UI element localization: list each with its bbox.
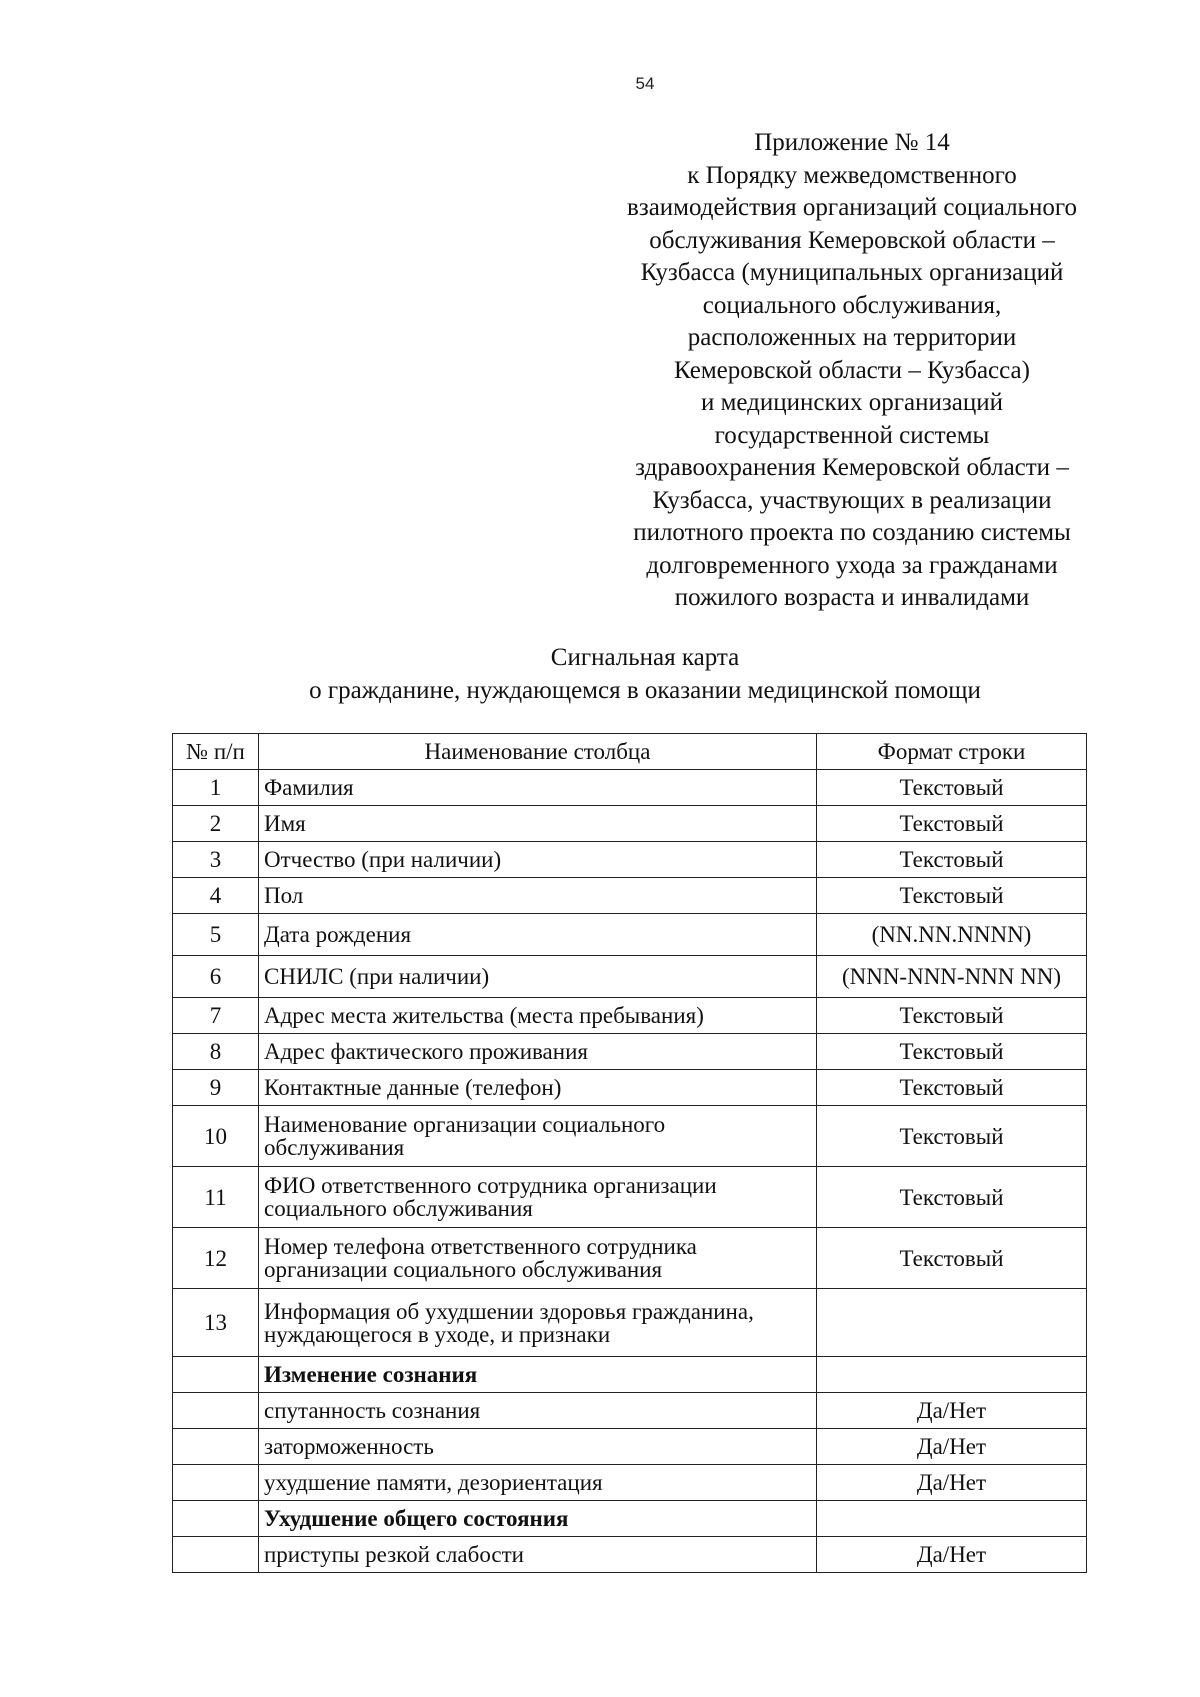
title-line-2: о гражданине, нуждающемся в оказании медицинской помощи	[309, 677, 981, 704]
row-number: 4	[173, 878, 259, 914]
row-name: Адрес места жительства (места пребывания)	[259, 998, 817, 1034]
row-format: Текстовый	[817, 878, 1087, 914]
table-row	[173, 806, 1087, 842]
header-format: Формат строки	[817, 734, 1087, 770]
table-row	[173, 1393, 1087, 1429]
page-number: 54	[635, 74, 655, 93]
row-format: Текстовый	[817, 770, 1087, 806]
row-name: приступы резкой слабости	[259, 1537, 817, 1573]
row-format: (NN.NN.NNNN)	[817, 914, 1087, 956]
row-format: Текстовый	[817, 1070, 1087, 1106]
row-name: Дата рождения	[259, 914, 817, 956]
signal-card-table	[172, 733, 1087, 1573]
table-row	[173, 1167, 1087, 1228]
row-format	[817, 1501, 1087, 1537]
table-row	[173, 1070, 1087, 1106]
document-title	[0, 641, 1200, 707]
table-row	[173, 1034, 1087, 1070]
row-name: Пол	[259, 878, 817, 914]
appendix-line: расположенных на территории	[687, 324, 1017, 351]
header-number: № п/п	[173, 734, 259, 770]
appendix-line: к Порядку межведомственного	[687, 161, 1017, 189]
appendix-line: пожилого возраста и инвалидами	[674, 584, 1030, 611]
table-row	[173, 1228, 1087, 1289]
row-name: спутанность сознания	[259, 1393, 817, 1429]
row-number: 10	[173, 1106, 259, 1167]
row-format	[817, 1289, 1087, 1357]
row-format: Да/Нет	[817, 1537, 1087, 1573]
row-name: ФИО ответственного сотрудника организации социального обслуживания	[259, 1167, 817, 1228]
row-name: Отчество (при наличии)	[259, 842, 817, 878]
section-row	[173, 1501, 1087, 1537]
appendix-line: Кузбасса, участвующих в реализации	[652, 486, 1052, 514]
appendix-line: пилотного проекта по созданию системы	[633, 519, 1071, 546]
appendix-line: социального обслуживания,	[702, 291, 1002, 319]
row-name: Адрес фактического проживания	[259, 1034, 817, 1070]
row-name: Контактные данные (телефон)	[259, 1070, 817, 1106]
row-number: 6	[173, 956, 259, 998]
row-number: 2	[173, 806, 259, 842]
row-number	[173, 1537, 259, 1573]
row-name: Наименование организации социального обслуживания	[259, 1106, 817, 1167]
section-title: Ухудшение общего состояния	[259, 1501, 817, 1537]
table-row	[173, 1465, 1087, 1501]
table-row	[173, 1289, 1087, 1357]
row-format: Текстовый	[817, 1034, 1087, 1070]
appendix-line: Кемеровской области – Кузбасса)	[674, 356, 1030, 384]
appendix-line: государственной системы	[714, 421, 990, 449]
row-format: Да/Нет	[817, 1429, 1087, 1465]
row-number	[173, 1501, 259, 1537]
row-format: (NNN-NNN-NNN NN)	[817, 956, 1087, 998]
row-number: 12	[173, 1228, 259, 1289]
table-row	[173, 770, 1087, 806]
row-number: 3	[173, 842, 259, 878]
row-number: 8	[173, 1034, 259, 1070]
table-row	[173, 956, 1087, 998]
appendix-line: и медицинских организаций	[700, 389, 1004, 416]
row-number	[173, 1357, 259, 1393]
row-format	[817, 1357, 1087, 1393]
row-number: 9	[173, 1070, 259, 1106]
appendix-line: Приложение № 14	[754, 129, 950, 156]
row-name: Номер телефона ответственного сотрудника организации социального обслуживания	[259, 1228, 817, 1289]
row-format: Текстовый	[817, 1228, 1087, 1289]
row-format: Да/Нет	[817, 1393, 1087, 1429]
row-name: Фамилия	[259, 770, 817, 806]
appendix-header	[596, 127, 1108, 615]
table-row	[173, 842, 1087, 878]
appendix-line: Кузбасса (муниципальных организаций	[640, 259, 1064, 286]
row-format: Текстовый	[817, 1167, 1087, 1228]
row-number	[173, 1465, 259, 1501]
header-column-name: Наименование столбца	[259, 734, 817, 770]
row-number: 13	[173, 1289, 259, 1357]
row-format: Текстовый	[817, 998, 1087, 1034]
section-title: Изменение сознания	[259, 1357, 817, 1393]
row-number: 1	[173, 770, 259, 806]
appendix-line: долговременного ухода за гражданами	[646, 551, 1058, 579]
row-name: СНИЛС (при наличии)	[259, 956, 817, 998]
row-name: заторможенность	[259, 1429, 817, 1465]
row-format: Текстовый	[817, 842, 1087, 878]
row-name: Имя	[259, 806, 817, 842]
row-number	[173, 1393, 259, 1429]
row-name: Информация об ухудшении здоровья гражданина, нуждающегося в уходе, и признаки	[259, 1289, 817, 1357]
table-row	[173, 1429, 1087, 1465]
appendix-line: обслуживания Кемеровской области –	[649, 226, 1055, 254]
title-line-1: Сигнальная карта	[550, 644, 740, 671]
row-format: Да/Нет	[817, 1465, 1087, 1501]
row-format: Текстовый	[817, 806, 1087, 842]
table-row	[173, 1106, 1087, 1167]
appendix-line: взаимодействия организаций социального	[627, 194, 1077, 221]
table-row	[173, 914, 1087, 956]
table-row	[173, 878, 1087, 914]
row-number: 5	[173, 914, 259, 956]
section-row	[173, 1357, 1087, 1393]
row-format: Текстовый	[817, 1106, 1087, 1167]
row-name: ухудшение памяти, дезориентация	[259, 1465, 817, 1501]
appendix-line: здравоохранения Кемеровской области –	[635, 454, 1069, 481]
table-header-row	[173, 734, 1087, 770]
row-number: 11	[173, 1167, 259, 1228]
row-number	[173, 1429, 259, 1465]
table-row	[173, 998, 1087, 1034]
table-row	[173, 1537, 1087, 1573]
row-number: 7	[173, 998, 259, 1034]
